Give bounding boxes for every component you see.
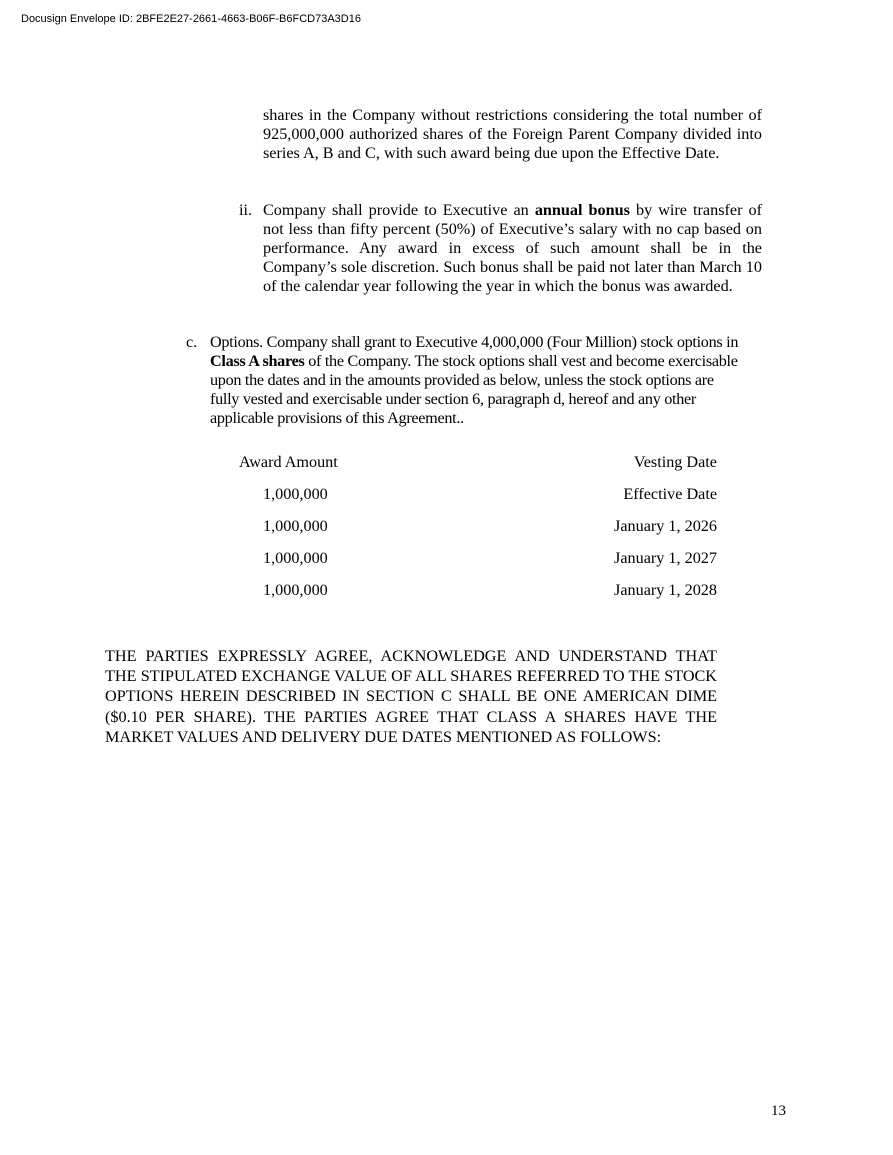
item-c-paragraph: [210, 333, 746, 428]
vesting-date-cell: January 1, 2027: [614, 549, 717, 567]
page-number: 13: [771, 1103, 786, 1119]
vesting-date-cell: January 1, 2026: [614, 517, 717, 535]
item-c: [186, 333, 746, 428]
item-c-text-after: of the Company. The stock options shall vest and become exercisable upon the dates and in the amounts provided as below, unless the stock options are fully vested and exercisable under section 6, paragraph d, hereof and any other applicable provisions of this Agreement..: [210, 352, 738, 427]
item-ii-text-before: Company shall provide to Executive an: [263, 201, 535, 219]
award-amount-cell: 1,000,000: [263, 581, 328, 599]
item-c-number: c.: [186, 333, 198, 351]
vesting-date-cell: Effective Date: [623, 485, 717, 503]
header-vesting-date: Vesting Date: [633, 453, 717, 471]
table-row: [239, 549, 717, 569]
table-row: [239, 485, 717, 505]
item-ii-bold-term: annual bonus: [534, 201, 630, 219]
envelope-id: Docusign Envelope ID: 2BFE2E27-2661-4663-B06F-B6FCD73A3D16: [21, 13, 361, 25]
header-award-amount: Award Amount: [239, 453, 338, 471]
item-ii-text-after: by wire transfer of not less than fifty percent (50%) of Executive’s salary with no cap based on performance. Any award in excess of such amount shall be in the Company’s sole discretion. Such bonus shall be paid not later than March 10 of the calendar year following the year in which the bonus was awarded.: [263, 201, 762, 295]
award-amount-cell: 1,000,000: [263, 549, 328, 567]
item-ii-paragraph: [263, 201, 762, 296]
table-row: [239, 517, 717, 537]
vesting-table-header: [239, 453, 717, 473]
item-c-text-before: Options. Company shall grant to Executive 4,000,000 (Four Million) stock options in: [210, 333, 739, 351]
vesting-date-cell: January 1, 2028: [614, 581, 717, 599]
agreement-clause: THE PARTIES EXPRESSLY AGREE, ACKNOWLEDGE AND UNDERSTAND THAT THE STIPULATED EXCHANGE VALUE OF ALL SHARES REFERRED TO THE STOCK OPTIONS HEREIN DESCRIBED IN SECTION C SHALL BE ONE AMERICAN DIME ($0.10 PER SHARE). THE PARTIES AGREE THAT CLASS A SHARES HAVE THE MARKET VALUES AND DELIVERY DUE DATES MENTIONED AS FOLLOWS:: [105, 647, 717, 746]
award-amount-cell: 1,000,000: [263, 517, 328, 535]
section-continuation-paragraph: shares in the Company without restrictions considering the total number of 925,000,000 authorized shares of the Foreign Parent Company divided into series A, B and C, with such award being due upon the Effective Date.: [263, 106, 762, 162]
table-row: [239, 581, 717, 601]
item-ii-number: ii.: [239, 201, 253, 219]
award-amount-cell: 1,000,000: [263, 485, 328, 503]
item-ii: [239, 201, 762, 296]
item-c-bold-term: Class A shares: [210, 352, 305, 370]
